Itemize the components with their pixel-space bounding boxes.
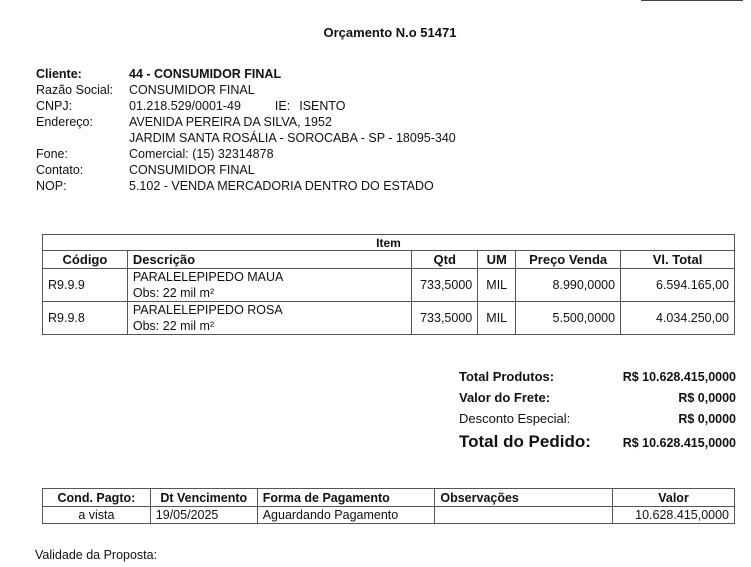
payment-cond: a vista xyxy=(43,507,151,524)
payment-header-row xyxy=(43,489,735,507)
endereco-line2: JARDIM SANTA ROSÁLIA - SOROCABA - SP - 18095-340 xyxy=(129,131,456,145)
fone-value: Comercial: (15) 32314878 xyxy=(129,147,274,161)
totals-block xyxy=(459,369,736,456)
cnpj-value: 01.218.529/0001-49 xyxy=(129,99,241,113)
item-descricao-cell xyxy=(127,269,411,302)
item-um: MIL xyxy=(478,269,516,302)
ie-label: IE: xyxy=(274,99,291,113)
desconto-label: Desconto Especial: xyxy=(459,411,571,426)
total-produtos-row xyxy=(459,369,736,390)
col-qtd-header: Qtd xyxy=(412,251,478,269)
item-qtd: 733,5000 xyxy=(412,269,478,302)
col-total-header: Vl. Total xyxy=(621,251,735,269)
endereco-row-2 xyxy=(36,130,456,146)
cliente-row xyxy=(36,66,456,82)
total-pedido-label: Total do Pedido: xyxy=(459,432,591,451)
col-codigo-header: Código xyxy=(43,251,128,269)
col-cond-header: Cond. Pagto: xyxy=(43,489,151,507)
table-row xyxy=(43,302,735,335)
items-table xyxy=(42,234,735,335)
razao-social-row xyxy=(36,82,456,98)
endereco-row xyxy=(36,114,456,130)
item-descricao: PARALELEPIPEDO ROSA xyxy=(132,303,283,317)
desconto-row xyxy=(459,411,736,432)
items-header-row xyxy=(43,251,735,269)
fone-label: Fone: xyxy=(36,147,68,161)
col-preco-header: Preço Venda xyxy=(516,251,621,269)
item-obs: Obs: 22 mil m² xyxy=(132,286,215,300)
cnpj-label: CNPJ: xyxy=(36,99,73,113)
item-preco: 5.500,0000 xyxy=(516,302,621,335)
nop-row xyxy=(36,178,456,194)
contato-row xyxy=(36,162,456,178)
item-qtd: 733,5000 xyxy=(412,302,478,335)
contato-value: CONSUMIDOR FINAL xyxy=(129,163,255,177)
razao-social-value: CONSUMIDOR FINAL xyxy=(129,83,255,97)
valor-frete-label: Valor do Frete: xyxy=(459,390,551,405)
total-produtos-value: R$ 10.628.415,0000 xyxy=(622,370,736,384)
item-obs: Obs: 22 mil m² xyxy=(132,319,215,333)
razao-social-label: Razão Social: xyxy=(36,83,114,97)
table-row xyxy=(43,507,735,524)
total-produtos-label: Total Produtos: xyxy=(459,369,555,384)
items-caption: Item xyxy=(43,235,735,251)
items-caption-row xyxy=(43,235,735,251)
col-valor-header: Valor xyxy=(613,489,735,507)
col-obs-header: Observações xyxy=(435,489,613,507)
col-descricao-header: Descrição xyxy=(127,251,411,269)
desconto-value: R$ 0,0000 xyxy=(678,412,736,426)
col-venc-header: Dt Vencimento xyxy=(150,489,257,507)
item-descricao-cell xyxy=(127,302,411,335)
payment-valor: 10.628.415,0000 xyxy=(613,507,735,524)
cliente-label: Cliente: xyxy=(36,67,82,81)
cliente-value: 44 - CONSUMIDOR FINAL xyxy=(129,67,282,81)
table-row xyxy=(43,269,735,302)
fone-row xyxy=(36,146,456,162)
item-codigo: R9.9.9 xyxy=(43,269,128,302)
valor-frete-value: R$ 0,0000 xyxy=(678,391,736,405)
payment-table xyxy=(42,488,735,524)
endereco-line1: AVENIDA PEREIRA DA SILVA, 1952 xyxy=(129,115,332,129)
item-total: 4.034.250,00 xyxy=(621,302,735,335)
cnpj-row xyxy=(36,98,456,114)
item-codigo: R9.9.8 xyxy=(43,302,128,335)
valor-frete-row xyxy=(459,390,736,411)
client-info-block xyxy=(36,66,456,194)
payment-venc: 19/05/2025 xyxy=(150,507,257,524)
payment-obs xyxy=(435,507,613,524)
item-total: 6.594.165,00 xyxy=(621,269,735,302)
ie-value: ISENTO xyxy=(299,99,346,113)
total-pedido-row xyxy=(459,432,736,456)
page-title: Orçamento N.o 51471 xyxy=(323,25,457,40)
spacer xyxy=(36,130,129,146)
validade-label: Validade da Proposta: xyxy=(35,548,158,562)
item-descricao: PARALELEPIPEDO MAUA xyxy=(132,270,284,284)
contato-label: Contato: xyxy=(36,163,84,177)
nop-value: 5.102 - VENDA MERCADORIA DENTRO DO ESTADO xyxy=(129,179,434,193)
total-pedido-value: R$ 10.628.415,0000 xyxy=(622,436,736,450)
col-um-header: UM xyxy=(478,251,516,269)
payment-forma: Aguardando Pagamento xyxy=(257,507,435,524)
nop-label: NOP: xyxy=(36,179,67,193)
endereco-label: Endereço: xyxy=(36,115,93,129)
col-forma-header: Forma de Pagamento xyxy=(257,489,435,507)
item-preco: 8.990,0000 xyxy=(516,269,621,302)
header-rule xyxy=(641,0,743,1)
item-um: MIL xyxy=(478,302,516,335)
